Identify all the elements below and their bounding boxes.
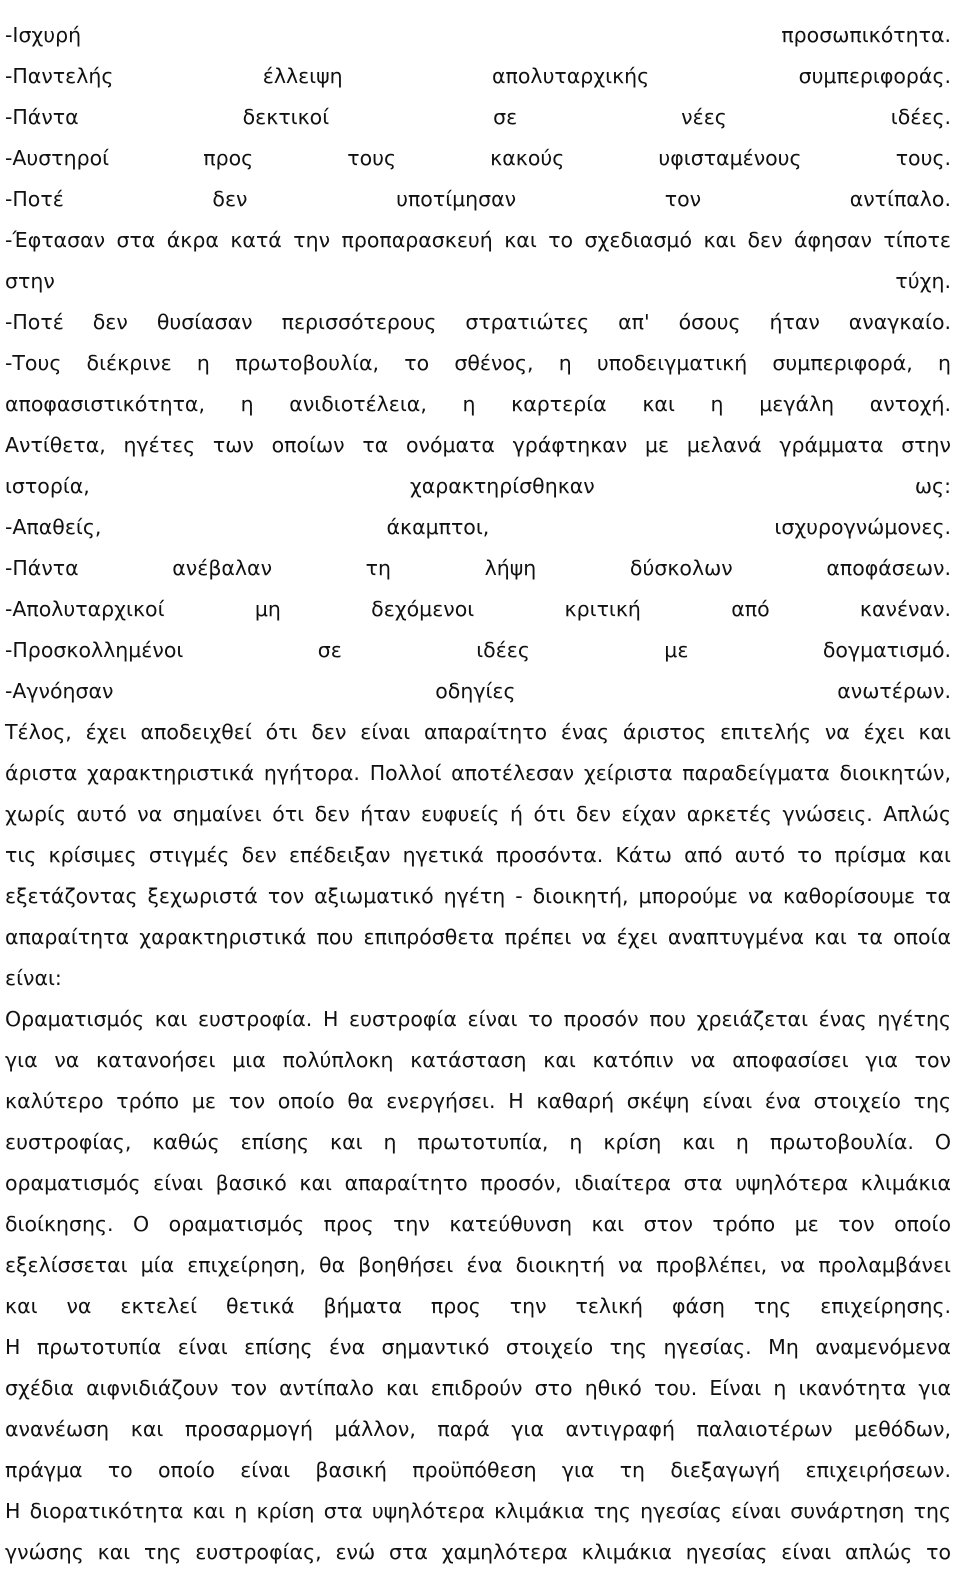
text-line: -Πάντα δεκτικοί σε νέες ιδέες. <box>5 105 951 129</box>
document-text <box>5 15 951 1573</box>
text-line: διοίκησης. Ο οραματισμός προς την κατεύθυνση και στον τρόπο με τον οποίο <box>5 1212 951 1236</box>
text-line: αποφασιστικότητα, η ανιδιοτέλεια, η καρτερία και η μεγάλη αντοχή. <box>5 392 951 416</box>
text-line: απαραίτητα χαρακτηριστικά που επιπρόσθετα πρέπει να έχει αναπτυγμένα και τα οποία <box>5 925 951 949</box>
text-line: ανανέωση και προσαρμογή μάλλον, παρά για αντιγραφή παλαιοτέρων μεθόδων, <box>5 1417 951 1441</box>
text-line: χωρίς αυτό να σημαίνει ότι δεν ήταν ευφυείς ή ότι δεν είχαν αρκετές γνώσεις. Απλώς <box>5 802 951 826</box>
text-line: τις κρίσιμες στιγμές δεν επέδειξαν ηγετικά προσόντα. Κάτω από αυτό το πρίσμα και <box>5 843 951 867</box>
text-line: στην τύχη. <box>5 269 951 293</box>
text-line: ιστορία, χαρακτηρίσθηκαν ως: <box>5 474 951 498</box>
text-line: για να κατανοήσει μια πολύπλοκη κατάσταση και κατόπιν να αποφασίσει για τον <box>5 1048 951 1072</box>
text-line: -Τους διέκρινε η πρωτοβουλία, το σθένος, η υποδειγματική συμπεριφορά, η <box>5 351 951 375</box>
text-line: -Απολυταρχικοί μη δεχόμενοι κριτική από κανέναν. <box>5 597 951 621</box>
text-line: και να εκτελεί θετικά βήματα προς την τελική φάση της επιχείρησης. <box>5 1294 951 1318</box>
text-line: εξελίσσεται μία επιχείρηση, θα βοηθήσει ένα διοικητή να προβλέπει, να προλαμβάνει <box>5 1253 951 1277</box>
text-line: καλύτερο τρόπο με τον οποίο θα ενεργήσει. Η καθαρή σκέψη είναι ένα στοιχείο της <box>5 1089 951 1113</box>
text-line: εξετάζοντας ξεχωριστά τον αξιωματικό ηγέτη - διοικητή, μπορούμε να καθορίσουμε τα <box>5 884 951 908</box>
text-line: -Παντελής έλλειψη απολυταρχικής συμπεριφοράς. <box>5 64 951 88</box>
text-line: -Έφτασαν στα άκρα κατά την προπαρασκευή και το σχεδιασμό και δεν άφησαν τίποτε <box>5 228 951 252</box>
text-line: πράγμα το οποίο είναι βασική προϋπόθεση για τη διεξαγωγή επιχειρήσεων. <box>5 1458 951 1482</box>
text-line: ευστροφίας, καθώς επίσης και η πρωτοτυπία, η κρίση και η πρωτοβουλία. Ο <box>5 1130 951 1154</box>
text-line: -Πάντα ανέβαλαν τη λήψη δύσκολων αποφάσεων. <box>5 556 951 580</box>
text-line: Τέλος, έχει αποδειχθεί ότι δεν είναι απαραίτητο ένας άριστος επιτελής να έχει και <box>5 720 951 744</box>
text-line: -Προσκολλημένοι σε ιδέες με δογματισμό. <box>5 638 951 662</box>
text-line: -Αγνόησαν οδηγίες ανωτέρων. <box>5 679 951 703</box>
text-line: -Απαθείς, άκαμπτοι, ισχυρογνώμονες. <box>5 515 951 539</box>
text-line: -Αυστηροί προς τους κακούς υφισταμένους τους. <box>5 146 951 170</box>
text-line: Αντίθετα, ηγέτες των οποίων τα ονόματα γράφτηκαν με μελανά γράμματα στην <box>5 433 951 457</box>
text-line: Η διορατικότητα και η κρίση στα υψηλότερα κλιμάκια της ηγεσίας είναι συνάρτηση της <box>5 1499 951 1523</box>
text-line: είναι: <box>5 966 62 990</box>
text-line: -Ποτέ δεν θυσίασαν περισσότερους στρατιώτες απ' όσους ήταν αναγκαίο. <box>5 310 951 334</box>
text-line: γνώσης και της ευστροφίας, ενώ στα χαμηλότερα κλιμάκια ηγεσίας είναι απλώς το <box>5 1540 951 1564</box>
text-line: Η πρωτοτυπία είναι επίσης ένα σημαντικό στοιχείο της ηγεσίας. Μη αναμενόμενα <box>5 1335 951 1359</box>
text-line: -Ποτέ δεν υποτίμησαν τον αντίπαλο. <box>5 187 951 211</box>
text-line: -Ισχυρή προσωπικότητα. <box>5 23 951 47</box>
text-line: σχέδια αιφνιδιάζουν τον αντίπαλο και επιδρούν στο ηθικό του. Είναι η ικανότητα για <box>5 1376 951 1400</box>
text-line: άριστα χαρακτηριστικά ηγήτορα. Πολλοί αποτέλεσαν χείριστα παραδείγματα διοικητών, <box>5 761 951 785</box>
text-line: Οραματισμός και ευστροφία. Η ευστροφία είναι το προσόν που χρειάζεται ένας ηγέτης <box>5 1007 951 1031</box>
text-line: οραματισμός είναι βασικό και απαραίτητο προσόν, ιδιαίτερα στα υψηλότερα κλιμάκια <box>5 1171 951 1195</box>
